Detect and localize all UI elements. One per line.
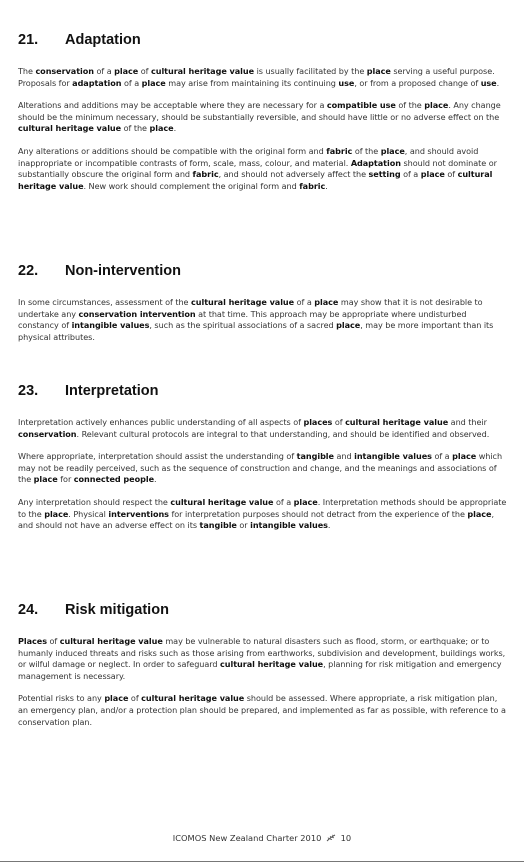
defined-term: intangible values <box>71 320 150 331</box>
defined-term: fabric <box>192 169 219 180</box>
section-number: 23. <box>18 383 39 399</box>
section-number: 22. <box>18 263 39 279</box>
section-non-intervention <box>18 262 508 354</box>
defined-term: Places <box>18 636 47 646</box>
page-bottom-rule <box>0 861 524 862</box>
defined-term: cultural heritage value <box>141 693 245 704</box>
defined-term: place <box>366 66 391 76</box>
defined-term: place <box>380 145 405 156</box>
defined-term: cultural heritage value <box>170 496 274 507</box>
defined-term: place <box>452 451 477 462</box>
defined-term: place <box>314 297 339 307</box>
defined-term: place <box>33 474 58 485</box>
defined-term: conservation <box>18 428 77 439</box>
defined-term: use <box>338 77 355 88</box>
section-title: Interpretation <box>65 383 159 399</box>
section-heading <box>18 31 508 49</box>
defined-term: places <box>303 417 333 427</box>
defined-term: place <box>467 508 492 519</box>
defined-term: Adaptation <box>350 157 401 168</box>
section-heading <box>18 262 508 280</box>
section-risk-mitigation <box>18 601 508 739</box>
paragraph: In some circumstances, assessment of the cultural heritage value of a place may show that it is not desirable to undertake any conservation intervention at that time. This approach may be appropriate where undisturbed constancy of intangible values, such as the spiritual associations of a sacred place, may be more important than its physical attributes. <box>18 297 494 342</box>
defined-term: conservation <box>35 66 94 76</box>
defined-term: cultural heritage value <box>18 123 122 134</box>
defined-term: cultural heritage value <box>59 636 163 646</box>
defined-term: place <box>293 496 318 507</box>
paragraph: Interpretation actively enhances public understanding of all aspects of places of cultural heritage value and their conservation. Relevant cultural protocols are integral to that understanding, and should be identified and observed. <box>18 417 490 439</box>
defined-term: fabric <box>299 180 326 191</box>
defined-term: cultural heritage value <box>345 417 449 427</box>
defined-term: place <box>149 123 174 134</box>
section-heading <box>18 601 508 619</box>
paragraph: Any interpretation should respect the cultural heritage value of a place. Interpretation methods should be appropriate to the place. Physical interventions for interpretation purposes should not detract from the experience of the place, and should not have an adverse effect on its tangible or intangible values. <box>18 496 507 531</box>
section-adaptation <box>18 31 508 203</box>
defined-term: conservation intervention <box>78 308 196 319</box>
page-number: 10 <box>340 833 352 843</box>
defined-term: cultural heritage value <box>18 169 493 191</box>
defined-term: intangible values <box>354 451 432 462</box>
fern-logo-icon <box>326 834 336 842</box>
section-title: Adaptation <box>65 32 141 48</box>
defined-term: tangible <box>199 520 237 531</box>
defined-term: fabric <box>326 145 353 156</box>
defined-term: place <box>114 66 139 76</box>
page-footer <box>0 833 524 843</box>
defined-term: place <box>336 320 361 331</box>
defined-term: place <box>44 508 69 519</box>
defined-term: cultural heritage value <box>220 659 324 670</box>
defined-term: interventions <box>108 508 169 519</box>
footer-text: ICOMOS New Zealand Charter 2010 <box>172 833 322 843</box>
section-title: Non-intervention <box>65 263 181 279</box>
defined-term: place <box>424 100 449 111</box>
paragraph: Potential risks to any place of cultural heritage value should be assessed. Where appropriate, a risk mitigation plan, an emergency plan, and/or a protection plan should be prepared, and implemented as far as possible, with reference to a conservation plan. <box>18 693 506 727</box>
paragraph: Places of cultural heritage value may be vulnerable to natural disasters such as flood, storm, or earthquake; or to humanly induced threats and risks such as those arising from earthworks, subdivision and development, buildings works, or wilful damage or neglect. In order to safeguard cultural heritage value, planning for risk mitigation and emergency management is necessary. <box>18 636 506 681</box>
section-title: Risk mitigation <box>65 602 169 618</box>
defined-term: intangible values <box>250 520 328 531</box>
section-number: 24. <box>18 602 39 618</box>
defined-term: tangible <box>296 451 334 462</box>
defined-term: place <box>104 693 129 704</box>
defined-term: cultural heritage value <box>150 66 255 76</box>
paragraph: Alterations and additions may be acceptable where they are necessary for a compatible use of the place. Any change should be the minimum necessary, should be substantially reversible, and should have little or no adverse effect on the cultural heritage value of the place. <box>18 100 501 134</box>
paragraph: The conservation of a place of cultural heritage value is usually facilitated by the place serving a useful purpose. Proposals for adaptation of a place may arise from maintaining its continuing use, or from a proposed change of use. <box>18 66 500 88</box>
defined-term: use <box>480 77 497 88</box>
paragraph: Where appropriate, interpretation should assist the understanding of tangible and intangible values of a place which may not be readily perceived, such as the sequence of construction and change, and the meanings and associations of the place for connected people. <box>18 451 503 485</box>
defined-term: connected people <box>73 474 155 485</box>
defined-term: place <box>141 77 166 88</box>
paragraph: Any alterations or additions should be compatible with the original form and fabric of the place, and should avoid inappropriate or incompatible contrasts of form, scale, mass, colour, and material. Adaptation should not dominate or substantially obscure the original form and fabric, and should not adversely affect the setting of a place of cultural heritage value. New work should complement the original form and fabric. <box>18 145 497 191</box>
defined-term: setting <box>368 169 401 180</box>
section-number: 21. <box>18 32 39 48</box>
defined-term: cultural heritage value <box>191 297 295 307</box>
defined-term: compatible use <box>326 100 396 111</box>
defined-term: adaptation <box>72 77 122 88</box>
defined-term: place <box>420 169 445 180</box>
section-heading <box>18 382 508 400</box>
section-interpretation <box>18 382 508 543</box>
